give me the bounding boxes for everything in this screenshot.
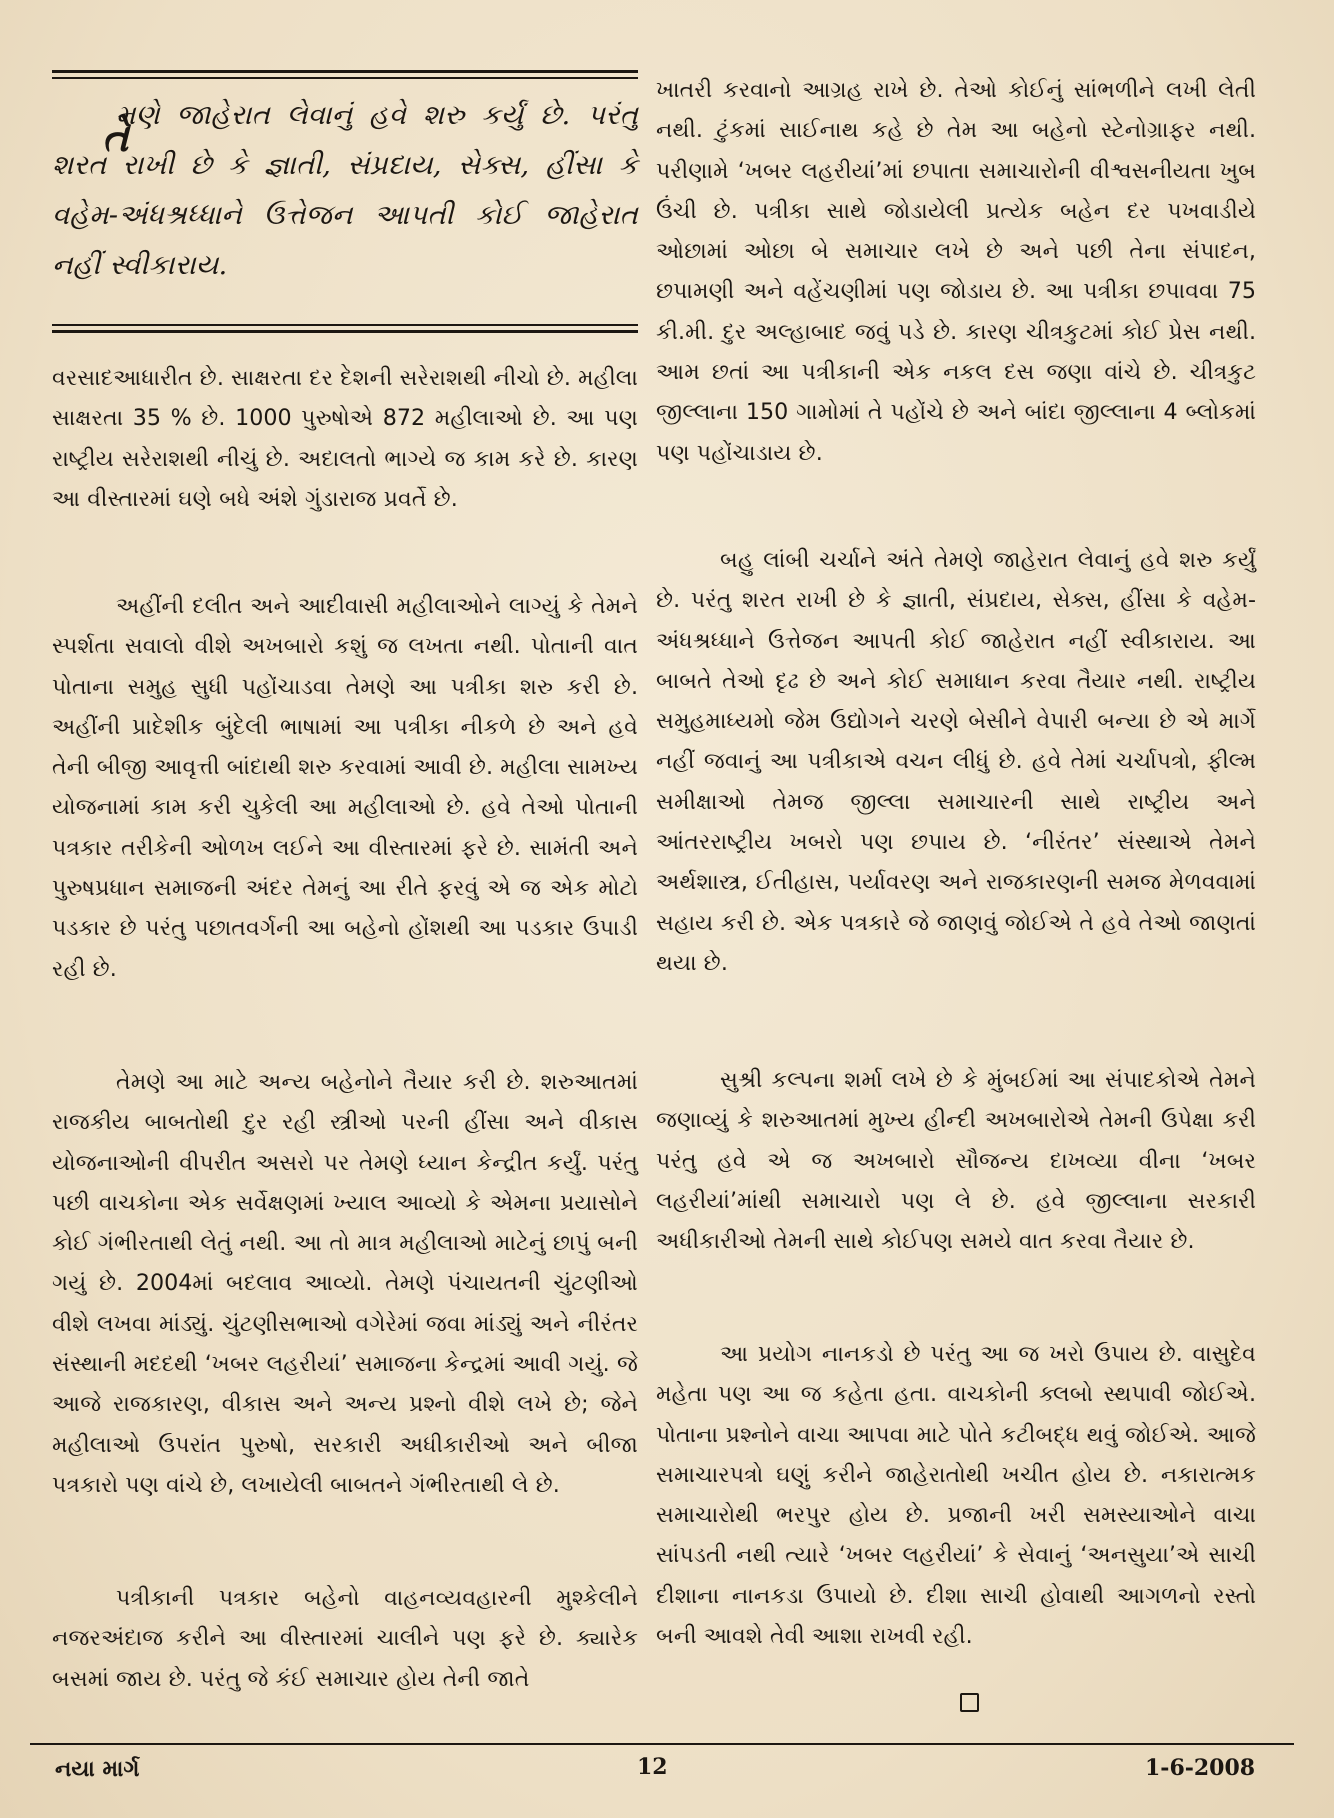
right-paragraph-4: આ પ્રયોગ નાનકડો છે પરંતુ આ જ ખરો ઉપાય છે. વાસુદેવ મહેતા પણ આ જ કહેતા હતા. વાચકોની ક્લબો સ્થપાવી જોઈએ. પોતાના પ્રશ્નોને વાચા આપવા માટે પોતે કટીબદ્ધ થવું જોઈએ. આજે સમાચારપત્રો ઘણું કરીને જાહેરાતોથી ખચીત હોય છે. નકારાત્મક સમાચારોથી ભરપુર હોય છે. પ્રજાની ખરી સમસ્યાઓને વાચા સાંપડતી નથી ત્યારે ‘ખબર લહરીયાં’ કે સેવાનું ‘અનસુયા’એ સાચી દીશાના નાનકડા ઉપાયો છે. દીશા સાચી હોવાથી આગળનો રસ્તો બની આવશે તેવી આશા રાખવી રહી.: [656, 1341, 1256, 1650]
left-paragraph-3: તેમણે આ માટે અન્ય બહેનોને તૈયાર કરી છે. શરુઆતમાં રાજકીય બાબતોથી દુર રહી સ્ત્રીઓ પરની હીંસા અને વીકાસ યોજનાઓની વીપરીત અસરો પર તેમણે ધ્યાન કેન્દ્રીત કર્યું. પરંતુ પછી વાચકોના એક સર્વેક્ષણમાં ખ્યાલ આવ્યો કે એમના પ્રયાસોને કોઈ ગંભીરતાથી લેતું નથી. આ તો માત્ર મહીલાઓ માટેનું છાપું બની ગયું છે. 2004માં બદલાવ આવ્યો. તેમણે પંચાયતની ચુંટણીઓ વીશે લખવા માંડ્યું. ચુંટણીસભાઓ વગેરેમાં જવા માંડ્યું અને નીરંતર સંસ્થાની મદદથી ‘ખબર લહરીયાં’ સમાજના કેન્દ્રમાં આવી ગયું. જે આજે રાજકારણ, વીકાસ અને અન્ય પ્રશ્નો વીશે લખે છે; જેને મહીલાઓ ઉપરાંત પુરુષો, સરકારી અધીકારીઓ અને બીજા પત્રકારો પણ વાંચે છે, લખાયેલી બાબતને ગંભીરતાથી લે છે.: [52, 1069, 638, 1498]
footer-publication-name: નયા માર્ગ: [55, 1757, 140, 1782]
footer-page-number: 12: [637, 1754, 668, 1780]
right-paragraph-3: સુશ્રી કલ્પના શર્મા લખે છે કે મુંબઈમાં આ સંપાદકોએ તેમને જણાવ્યું કે શરુઆતમાં મુખ્ય હીન્દી અખબારોએ તેમની ઉપેક્ષા કરી પરંતુ હવે એ જ અખબારો સૌજન્ય દાખવ્યા વીના ‘ખબર લહરીયાં’માંથી સમાચારો પણ લે છે. હવે જીલ્લાના સરકારી અધીકારીઓ તેમની સાથે કોઈપણ સમયે વાત કરવા તૈયાર છે.: [656, 1067, 1256, 1255]
left-paragraph-1: વરસાદઆધારીત છે. સાક્ષરતા દર દેશની સરેરાશથી નીચો છે. મહીલા સાક્ષરતા 35 % છે. 1000 પુરુષોએ 872 મહીલાઓ છે. આ પણ રાષ્ટ્રીય સરેરાશથી નીચું છે. અદાલતો ભાગ્યે જ કામ કરે છે. કારણ આ વીસ્તારમાં ઘણે બધે અંશે ગુંડારાજ પ્રવર્તે છે.: [52, 365, 638, 512]
pullquote-bottom-rule-thick: [52, 330, 638, 333]
footer-date: 1-6-2008: [1145, 1755, 1256, 1781]
right-paragraph-1: ખાતરી કરવાનો આગ્રહ રાખે છે. તેઓ કોઈનું સાંભળીને લખી લેતી નથી. ટુંકમાં સાઈનાથ કહે છે તેમ આ બહેનો સ્ટેનોગ્રાફર નથી. પરીણામે ‘ખબર લહરીયાં’માં છપાતા સમાચારોની વીશ્વસનીયતા ખુબ ઉંચી છે. પત્રીકા સાથે જોડાયેલી પ્રત્યેક બહેન દર પખવાડીયે ઓછામાં ઓછા બે સમાચાર લખે છે અને પછી તેના સંપાદન, છપામણી અને વહેંચણીમાં પણ જોડાય છે. આ પત્રીકા છપાવવા 75 કી.મી. દુર અલ્હાબાદ જવું પડે છે. કારણ ચીત્રકુટમાં કોઈ પ્રેસ નથી. આમ છતાં આ પત્રીકાની એક નકલ દસ જણા વાંચે છે. ચીત્રકુટ જીલ્લાના 150 ગામોમાં તે પહોંચે છે અને બાંદા જીલ્લાના 4 બ્લોકમાં પણ પહોંચાડાય છે.: [656, 77, 1256, 466]
pullquote: મણે જાહેરાત લેવાનું હવે શરુ કર્યું છે. પરંતુ શરત રાખી છે કે જ્ઞાતી, સંપ્રદાય, સેક્સ, હીંસા કે વહેમ-અંધશ્રધ્ધાને ઉત્તેજન આપતી કોઈ જાહેરાત નહીં સ્વીકારાય.: [52, 99, 638, 281]
left-column: [52, 0, 638, 1740]
pullquote-bottom-rule-thin: [52, 324, 638, 326]
pullquote-drop-letter: તે: [102, 114, 129, 161]
left-paragraph-4: પત્રીકાની પત્રકાર બહેનો વાહનવ્યવહારની મુશ્કેલીને નજરઅંદાજ કરીને આ વીસ્તારમાં ચાલીને પણ ફરે છે. ક્યારેક બસમાં જાય છે. પરંતુ જે કંઈ સમાચાર હોય તેની જાતે: [52, 1585, 638, 1692]
pullquote-top-rule-thin: [52, 77, 638, 79]
pullquote-top-rule-thick: [52, 70, 638, 73]
footer-rule: [30, 1743, 1294, 1745]
right-column: [656, 0, 1256, 1740]
end-of-article-box-icon: [960, 1693, 979, 1712]
left-paragraph-2: અહીંની દલીત અને આદીવાસી મહીલાઓને લાગ્યું કે તેમને સ્પર્શતા સવાલો વીશે અખબારો કશું જ લખતા નથી. પોતાની વાત પોતાના સમુહ સુધી પહોંચાડવા તેમણે આ પત્રીકા શરુ કરી છે. અહીંની પ્રાદેશીક બુંદેલી ભાષામાં આ પત્રીકા નીકળે છે અને હવે તેની બીજી આવૃત્તી બાંદાથી શરુ કરવામાં આવી છે. મહીલા સામખ્ય યોજનામાં કામ કરી ચુકેલી આ મહીલાઓ છે. હવે તેઓ પોતાની પત્રકાર તરીકેની ઓળખ લઈને આ વીસ્તારમાં ફરે છે. સામંતી અને પુરુષપ્રધાન સમાજની અંદર તેમનું આ રીતે ફરવું એ જ એક મોટો પડકાર છે પરંતુ પછાતવર્ગની આ બહેનો હોંશથી આ પડકાર ઉપાડી રહી છે.: [52, 593, 638, 982]
right-paragraph-2: બહુ લાંબી ચર્ચાને અંતે તેમણે જાહેરાત લેવાનું હવે શરુ કર્યું છે. પરંતુ શરત રાખી છે કે જ્ઞાતી, સંપ્રદાય, સેક્સ, હીંસા કે વહેમ-અંધશ્રધ્ધાને ઉત્તેજન આપતી કોઈ જાહેરાત નહીં સ્વીકારાય. આ બાબતે તેઓ દૃઢ છે અને કોઈ સમાધાન કરવા તૈયાર નથી. રાષ્ટ્રીય સમુહમાધ્યમો જેમ ઉદ્યોગને ચરણે બેસીને વેપારી બન્યા છે એ માર્ગે નહીં જવાનું આ પત્રીકાએ વચન લીધું છે. હવે તેમાં ચર્ચાપત્રો, ફીલ્મ સમીક્ષાઓ તેમજ જીલ્લા સમાચારની સાથે રાષ્ટ્રીય અને આંતરરાષ્ટ્રીય ખબરો પણ છપાય છે. ‘નીરંતર’ સંસ્થાએ તેમને અર્થશાસ્ત્ર, ઈતીહાસ, પર્યાવરણ અને રાજકારણની સમજ મેળવવામાં સહાય કરી છે. એક પત્રકારે જે જાણવું જોઈએ તે હવે તેઓ જાણતાં થયા છે.: [656, 547, 1256, 976]
